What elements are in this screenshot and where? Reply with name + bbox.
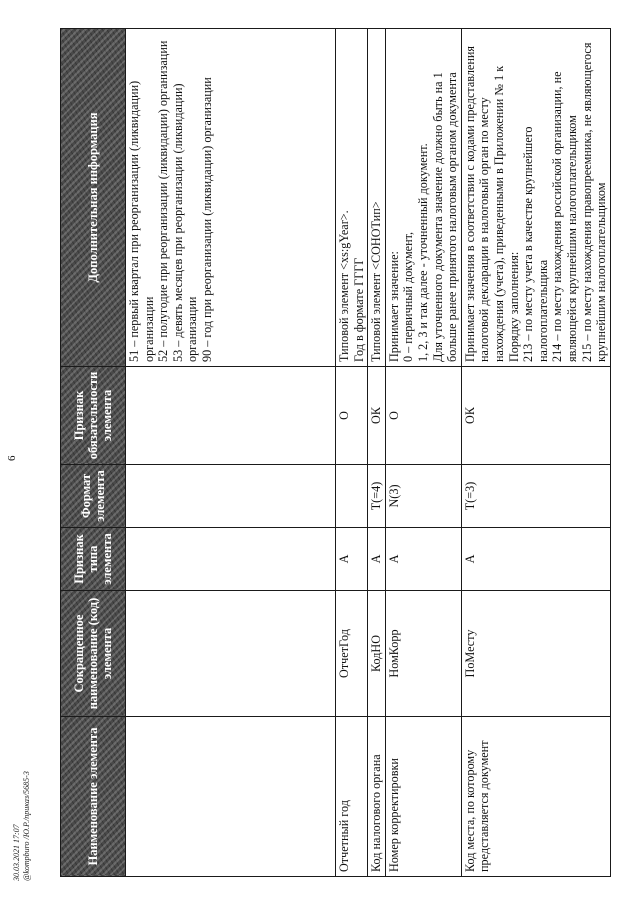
info-line: 52 – полугодие при реорганизации (ликвидации) организации	[156, 40, 171, 362]
cell-code	[126, 591, 336, 717]
cell-format	[336, 465, 368, 528]
header-cell: Признак обязательности элемента	[61, 367, 126, 465]
cell-type: А	[368, 528, 386, 591]
cell-format: Т(=4)	[368, 465, 386, 528]
info-line: 53 – девять месяцев при реорганизации (ликвидации) организации	[170, 83, 200, 362]
cell-info	[461, 29, 610, 367]
page-number: 6	[6, 455, 18, 461]
cell-code: КодНО	[368, 591, 386, 717]
info-line: 213 – по месту учета в качестве крупнейшего налогоплательщика	[521, 126, 550, 362]
info-line: 90 – год при реорганизации (ликвидации) организации	[199, 77, 214, 362]
info-line: 51 – первый квартал при реорганизации (ликвидации) организации	[127, 80, 156, 362]
info-line: Год в формате ГГГГ	[351, 257, 366, 362]
header-cell: Дополнительная информация	[61, 29, 126, 367]
cell-name: Код налогового органа	[368, 717, 386, 877]
table-row	[385, 29, 461, 877]
cell-format: Т(=3)	[461, 465, 610, 528]
info-line: Принимает значение:	[386, 251, 401, 362]
header-cell: Сокращенное наименование (код) элемента	[61, 591, 126, 717]
table-row	[336, 29, 368, 877]
footer-stamp	[12, 771, 32, 881]
cell-type: А	[336, 528, 368, 591]
cell-info	[368, 29, 386, 367]
cell-format: N(3)	[385, 465, 461, 528]
cell-name: Номер корректировки	[385, 717, 461, 877]
header-cell: Формат элемента	[61, 465, 126, 528]
cell-name: Отчетный год	[336, 717, 368, 877]
info-line: 1, 2, 3 и так далее - уточненный документ.	[415, 143, 430, 362]
table-row	[461, 29, 610, 877]
cell-required: О	[336, 367, 368, 465]
table-header-row	[61, 29, 126, 877]
cell-info	[385, 29, 461, 367]
info-line: Типовой элемент <СОНОТип>	[369, 201, 384, 362]
cell-info	[126, 29, 336, 367]
cell-name	[126, 717, 336, 877]
elements-table	[60, 28, 611, 877]
info-line: Типовой элемент <xs:gYear>.	[337, 210, 351, 362]
cell-format	[126, 465, 336, 528]
info-line: 215 – по месту нахождения правопреемника, не являющегося крупнейшим налогоплательщиком	[579, 42, 609, 362]
info-line: Принимает значения в соответствии с кодами представления налоговой декларации в налоговый орган по месту нахождения (учета), приведенными в Приложении № 1 к Порядку заполнения:	[462, 46, 521, 362]
footer-line-2: @kompburo /Ю.Р./приказ/5685-3	[22, 771, 31, 881]
cell-info	[336, 29, 368, 367]
cell-code: НомКорр	[385, 591, 461, 717]
cell-code: ПоМесту	[461, 591, 610, 717]
cell-required: ОК	[461, 367, 610, 465]
table-row	[368, 29, 386, 877]
footer-line-1: 30.03.2021 17:07	[12, 824, 21, 881]
table-row	[126, 29, 336, 877]
cell-required: ОК	[368, 367, 386, 465]
header-cell: Признак типа элемента	[61, 528, 126, 591]
cell-required: О	[385, 367, 461, 465]
header-cell: Наименование элемента	[61, 717, 126, 877]
info-line: 214 – по месту нахождения российской организации, не являющейся крупнейшим налогоплательщиком	[550, 71, 579, 362]
cell-type: А	[461, 528, 610, 591]
cell-type: А	[385, 528, 461, 591]
cell-required	[126, 367, 336, 465]
cell-type	[126, 528, 336, 591]
cell-name: Код места, по которому представляется документ	[461, 717, 610, 877]
info-line: Для уточненного документа значение должно быть на 1 больше ранее принятого налоговым органом документа	[430, 72, 460, 362]
info-line: 0 – первичный документ,	[401, 231, 416, 362]
cell-code: ОтчетГод	[336, 591, 368, 717]
